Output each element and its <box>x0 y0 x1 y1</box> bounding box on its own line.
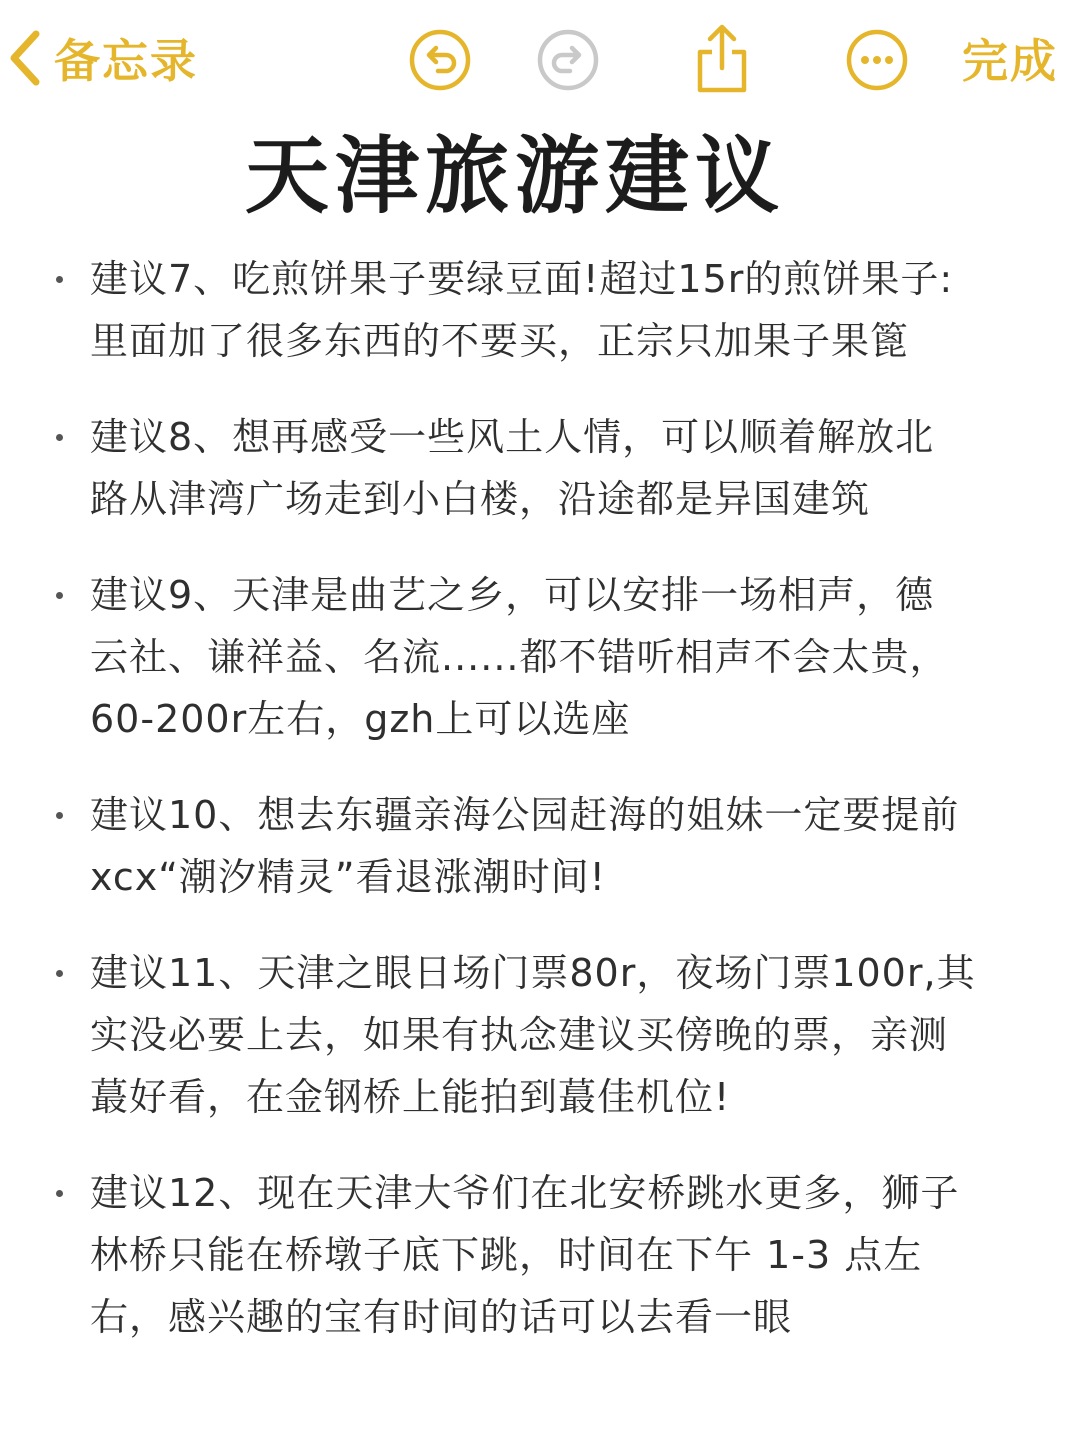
bullet-icon <box>56 434 63 441</box>
tip-line: 建议12、现在天津大爷们在北安桥跳水更多，狮子 <box>90 1171 960 1215</box>
tip-line: 建议10、想去东疆亲海公园赶海的姐妹一定要提前 <box>90 793 960 837</box>
tip-line: 林桥只能在桥墩子底下跳，时间在下午 1-3 点左 <box>90 1233 923 1277</box>
tip-line: 云社、谦祥益、名流......都不错听相声不会太贵， <box>90 635 949 679</box>
tip-line: 建议8、想再感受一些风土人情，可以顺着解放北 <box>90 415 935 459</box>
bullet-icon <box>56 1190 63 1197</box>
tip-line: 建议7、吃煎饼果子要绿豆面!超过15r的煎饼果子: <box>90 257 954 301</box>
back-button[interactable] <box>4 26 198 90</box>
undo-icon <box>408 28 472 92</box>
bullet-icon <box>56 812 63 819</box>
list-item[interactable] <box>0 784 1080 908</box>
note-title[interactable]: 天津旅游建议 <box>244 127 785 225</box>
more-button[interactable] <box>845 28 909 92</box>
tip-line: 蕞好看，在金钢桥上能拍到蕞佳机位! <box>90 1075 731 1119</box>
more-icon <box>845 28 909 92</box>
tip-line: 建议9、天津是曲艺之乡，可以安排一场相声，德 <box>90 573 935 617</box>
bullet-icon <box>56 592 63 599</box>
tips-list <box>0 248 1080 1382</box>
list-item[interactable] <box>0 942 1080 1128</box>
tip-line: 建议11、天津之眼日场门票80r，夜场门票100r,其 <box>90 951 976 995</box>
note-toolbar <box>0 0 1080 120</box>
bullet-icon <box>56 970 63 977</box>
tip-line: 路从津湾广场走到小白楼，沿途都是异国建筑 <box>90 477 871 521</box>
tip-line: 实没必要上去，如果有执念建议买傍晚的票，亲测 <box>90 1013 949 1057</box>
redo-button[interactable] <box>536 28 600 92</box>
list-item[interactable] <box>0 1162 1080 1348</box>
list-item[interactable] <box>0 248 1080 372</box>
redo-icon <box>536 28 600 92</box>
tip-line: xcx“潮汐精灵”看退涨潮时间! <box>90 855 606 899</box>
undo-button[interactable] <box>408 28 472 92</box>
done-button[interactable]: 完成 <box>962 34 1058 88</box>
back-label: 备忘录 <box>54 34 198 88</box>
chevron-left-icon <box>4 26 44 90</box>
share-button[interactable] <box>692 22 752 94</box>
list-item[interactable] <box>0 406 1080 530</box>
tip-line: 右，感兴趣的宝有时间的话可以去看一眼 <box>90 1295 793 1339</box>
bullet-icon <box>56 276 63 283</box>
share-icon <box>692 22 752 94</box>
tip-line: 60-200r左右，gzh上可以选座 <box>90 697 631 741</box>
list-item[interactable] <box>0 564 1080 750</box>
tip-line: 里面加了很多东西的不要买，正宗只加果子果篦 <box>90 319 910 363</box>
